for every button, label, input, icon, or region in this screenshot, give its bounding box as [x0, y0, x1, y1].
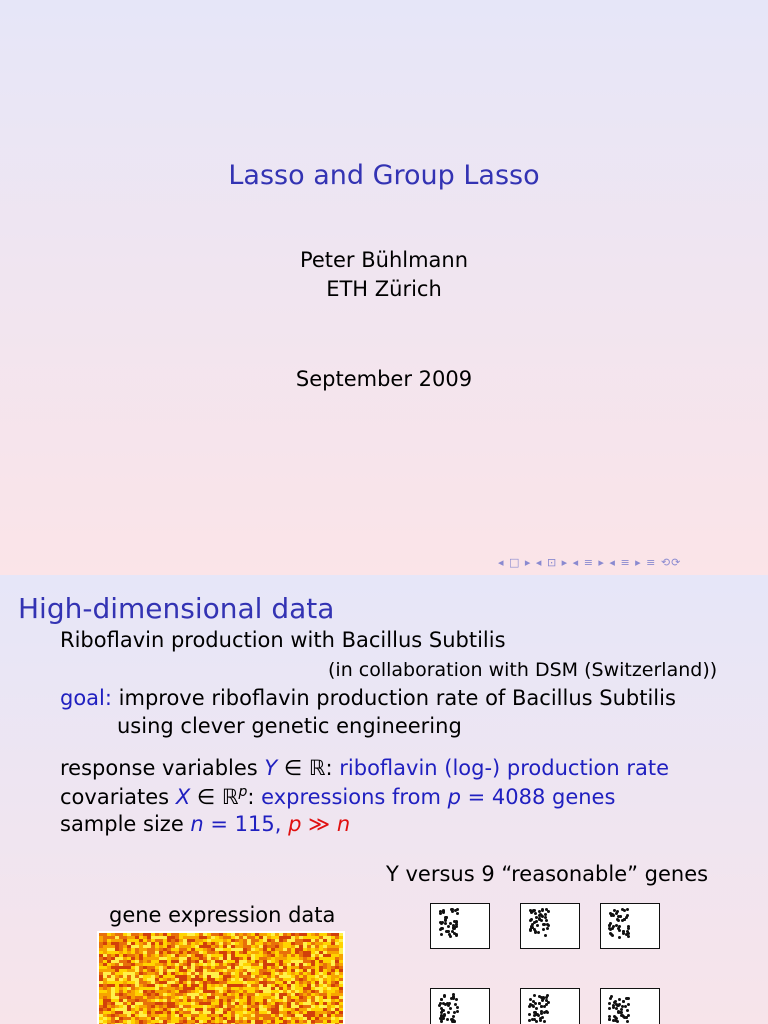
response-desc: riboflavin (log-) production rate [339, 756, 670, 780]
scatter-point [622, 1000, 625, 1003]
collaboration-note: (in collaboration with DSM (Switzerland)) [328, 659, 718, 681]
ss-n: n [190, 812, 204, 836]
scatter-point [456, 912, 459, 915]
scatter-point [608, 1007, 611, 1010]
scatter-point [447, 1011, 450, 1014]
scatter-point [533, 994, 536, 997]
frame-title: High-dimensional data [18, 592, 335, 625]
response-colon: : [325, 756, 340, 780]
scatter-point [443, 995, 446, 998]
scatter-point [611, 913, 614, 916]
scatter-point [452, 996, 455, 999]
scatter-point [539, 1019, 542, 1022]
scatter-point [618, 925, 621, 928]
content-slide [0, 575, 768, 1024]
scatter-thumbnail [600, 988, 660, 1024]
cov-var: X [175, 785, 191, 809]
goal-text-1: improve riboflavin production rate of Bacillus Subtilis [118, 686, 676, 710]
scatter-point [446, 1018, 449, 1021]
author-affiliation: ETH Zürich [326, 277, 442, 301]
scatter-point [538, 1002, 541, 1005]
scatter-point [626, 1020, 629, 1023]
response-line [60, 756, 669, 780]
scatter-thumbnail [430, 903, 490, 949]
goal-line [60, 686, 676, 710]
response-prefix: response variables [60, 756, 265, 780]
scatter-point [616, 1020, 619, 1023]
scatter-point [611, 934, 614, 937]
heatmap-caption: gene expression data [109, 903, 336, 927]
scatter-point [528, 1013, 531, 1016]
ss-prefix: sample size [60, 812, 191, 836]
sample-size-line [60, 812, 350, 836]
cov-colon: : [247, 785, 262, 809]
scatter-point [446, 930, 449, 933]
scatter-point [622, 930, 625, 933]
cov-desc-a: expressions from [261, 785, 448, 809]
scatter-point [449, 922, 452, 925]
scatter-point [543, 1020, 546, 1023]
ss-gg: ≫ [301, 812, 337, 836]
scatter-point [440, 927, 443, 930]
scatter-point [546, 927, 549, 930]
author-name: Peter Bühlmann [299, 248, 469, 272]
scatter-point [545, 996, 548, 999]
scatter-point [534, 912, 537, 915]
cov-prefix: covariates [60, 785, 176, 809]
scatter-point [536, 924, 539, 927]
scatter-point [618, 936, 621, 939]
scatter-point [447, 925, 450, 928]
scatter-point [542, 928, 545, 931]
scatter-point [620, 1011, 623, 1014]
scatter-point [618, 998, 621, 1001]
scatter-thumbnail [520, 988, 580, 1024]
scatter-point [623, 918, 626, 921]
scatter-point [530, 926, 533, 929]
covariates-line [60, 784, 615, 809]
ss-p: p [288, 812, 302, 836]
scatter-point [442, 1015, 445, 1018]
scatter-point [611, 927, 614, 930]
cov-set: ∈ ℝ [190, 785, 239, 809]
cov-sup: p [238, 784, 248, 800]
scatter-point [609, 997, 612, 1000]
scatter-plot-grid [420, 903, 680, 1024]
scatter-point [537, 931, 540, 934]
scatter-point [625, 997, 628, 1000]
scatter-point [533, 1014, 536, 1017]
intro-line: Riboflavin production with Bacillus Subtilis [60, 628, 506, 652]
scatter-point [617, 915, 620, 918]
scatter-point [455, 921, 458, 924]
scatter-point [535, 1007, 538, 1010]
scatter-point [619, 915, 622, 918]
scatter-point [626, 908, 629, 911]
scatter-caption: Y versus 9 “reasonable” genes [386, 862, 709, 886]
scatter-point [625, 933, 628, 936]
goal-label: goal: [60, 686, 112, 710]
scatter-point [533, 1018, 536, 1021]
scatter-point [541, 909, 544, 912]
scatter-point [613, 909, 616, 912]
scatter-point [544, 934, 547, 937]
scatter-point [608, 1002, 611, 1005]
scatter-point [617, 919, 620, 922]
scatter-point [440, 998, 443, 1001]
scatter-thumbnail [520, 903, 580, 949]
response-set: ∈ ℝ [277, 756, 326, 780]
scatter-point [541, 999, 544, 1002]
presentation-date: September 2009 [295, 367, 473, 391]
scatter-point [456, 1006, 459, 1009]
response-var: Y [264, 756, 278, 780]
presentation-title: Lasso and Group Lasso [228, 160, 540, 191]
gene-expression-heatmap [97, 931, 345, 1024]
scatter-point [545, 1003, 548, 1006]
scatter-thumbnail [430, 988, 490, 1024]
scatter-point [546, 1011, 549, 1014]
scatter-point [455, 934, 458, 937]
scatter-point [442, 911, 445, 914]
beamer-navigation-icons[interactable]: ◂ □ ▸ ◂ ⊡ ▸ ◂ ≡ ▸ ◂ ≡ ▸ ≡ ⟲⟳ [498, 556, 682, 569]
scatter-thumbnail [600, 903, 660, 949]
scatter-point [627, 1003, 630, 1006]
scatter-point [440, 933, 443, 936]
scatter-point [451, 930, 454, 933]
scatter-point [612, 1019, 615, 1022]
scatter-point [545, 919, 548, 922]
scatter-point [616, 910, 619, 913]
scatter-point [544, 913, 547, 916]
scatter-point [547, 910, 550, 913]
scatter-point [449, 1007, 452, 1010]
ss-n2: n [336, 812, 351, 836]
scatter-point [540, 1005, 543, 1008]
cov-p: p [447, 785, 461, 809]
scatter-point [545, 999, 548, 1002]
scatter-point [452, 1015, 455, 1018]
cov-desc-b: = 4088 genes [460, 785, 616, 809]
scatter-point [543, 923, 546, 926]
scatter-point [456, 1010, 459, 1013]
scatter-point [626, 1009, 629, 1012]
scatter-point [624, 1005, 627, 1008]
goal-text-2: using clever genetic engineering [117, 714, 462, 738]
scatter-point [538, 995, 541, 998]
scatter-point [455, 998, 458, 1001]
ss-eq: = 115, [203, 812, 289, 836]
scatter-point [532, 1005, 535, 1008]
scatter-point [440, 1007, 443, 1010]
scatter-point [608, 1018, 611, 1021]
scatter-point [615, 1003, 618, 1006]
scatter-point [627, 1014, 630, 1017]
